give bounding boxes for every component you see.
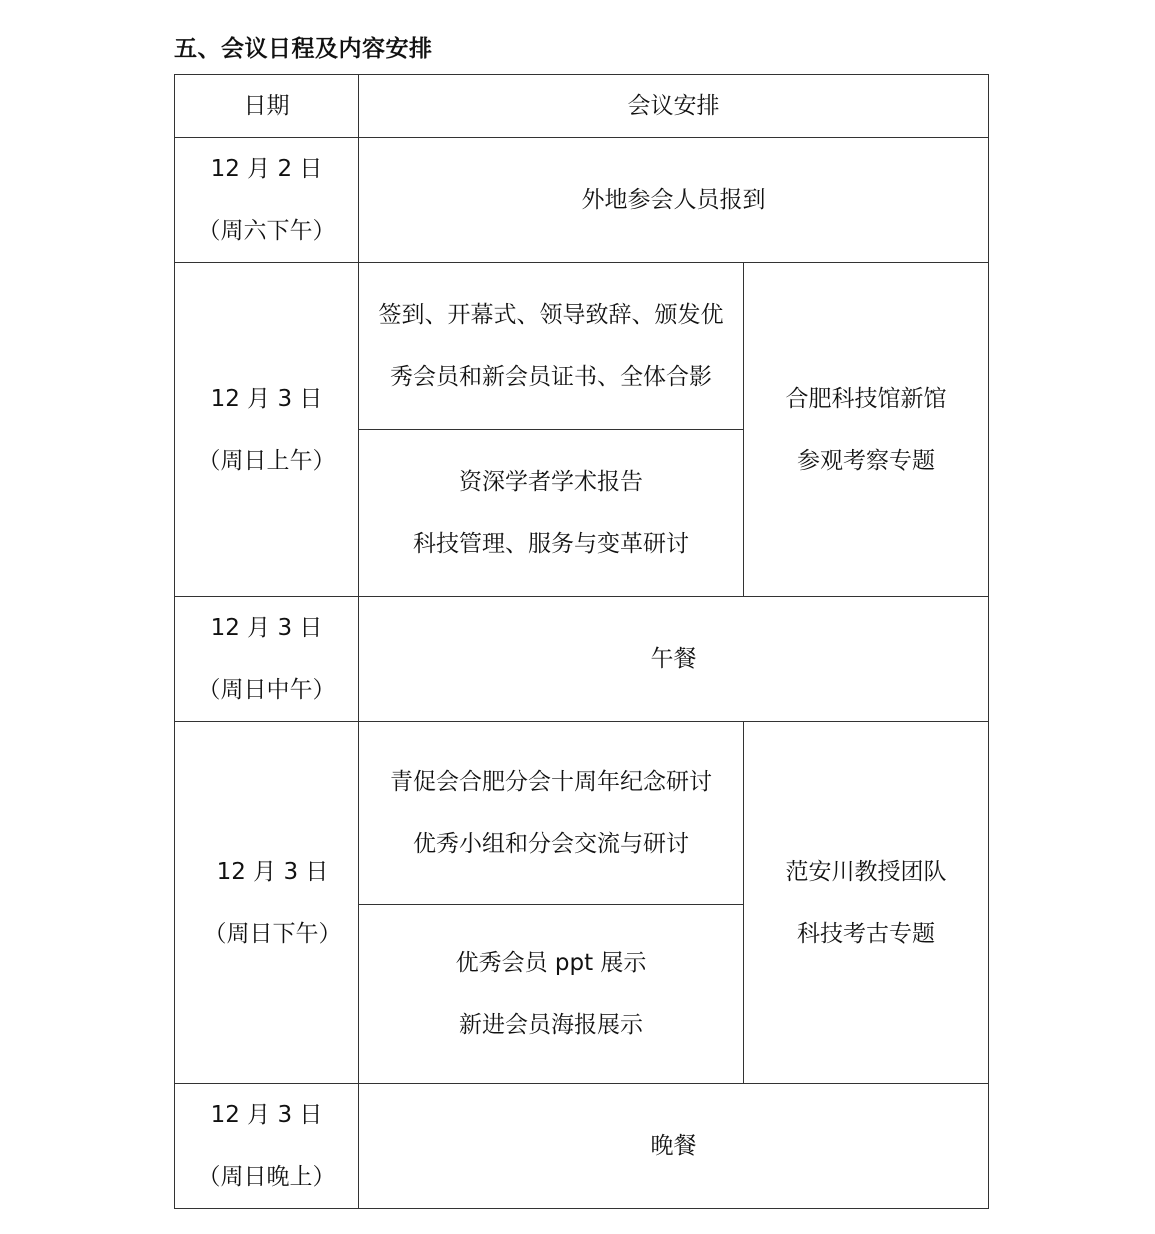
content-line: 青促会合肥分会十周年纪念研讨: [390, 769, 712, 795]
header-arrangement: 会议安排: [359, 75, 989, 138]
content-line: 新进会员海报展示: [459, 1012, 643, 1038]
table-header-row: [175, 75, 989, 138]
date-cell: [175, 722, 359, 1084]
content-cell: [359, 263, 744, 430]
date-text: 12 月 3 日: [210, 1102, 323, 1128]
date-cell: [175, 138, 359, 263]
content-line: 资深学者学术报告: [459, 469, 643, 495]
side-topic-cell: [744, 263, 989, 597]
content-cell: [359, 905, 744, 1084]
table-row: [175, 1084, 989, 1209]
content-line: 秀会员和新会员证书、全体合影: [390, 364, 712, 390]
content-line: 科技管理、服务与变革研讨: [413, 531, 689, 557]
content-cell: 外地参会人员报到: [359, 138, 989, 263]
table-row: [175, 597, 989, 722]
date-cell: [175, 597, 359, 722]
content-line: 优秀小组和分会交流与研讨: [413, 831, 689, 857]
weekday-text: （周六下午）: [197, 218, 336, 244]
content-line: 优秀会员 ppt 展示: [455, 950, 647, 976]
content-line: 参观考察专题: [797, 447, 935, 474]
weekday-text: （周日中午）: [197, 677, 336, 703]
weekday-text: （周日下午）: [203, 920, 342, 947]
table-row: [175, 138, 989, 263]
content-line: 签到、开幕式、领导致辞、颁发优: [378, 302, 724, 328]
date-cell: [175, 263, 359, 597]
content-line: 科技考古专题: [797, 920, 935, 947]
content-cell: 晚餐: [359, 1084, 989, 1209]
content-line: 合肥科技馆新馆: [785, 385, 947, 412]
date-text: 12 月 3 日: [210, 385, 323, 412]
weekday-text: （周日上午）: [197, 447, 336, 474]
date-text: 12 月 2 日: [210, 156, 323, 182]
content-line: 范安川教授团队: [785, 858, 947, 885]
header-date: 日期: [175, 75, 359, 138]
date-text: 12 月 3 日: [210, 615, 323, 641]
content-cell: [359, 722, 744, 905]
content-cell: [359, 430, 744, 597]
table-row: [175, 263, 989, 430]
weekday-text: （周日晚上）: [197, 1164, 336, 1190]
date-text: 12 月 3 日: [216, 858, 329, 885]
table-row: [175, 722, 989, 905]
side-topic-cell: [744, 722, 989, 1084]
section-title: 五、会议日程及内容安排: [174, 36, 433, 62]
date-cell: [175, 1084, 359, 1209]
schedule-table: [174, 74, 989, 1209]
content-cell: 午餐: [359, 597, 989, 722]
